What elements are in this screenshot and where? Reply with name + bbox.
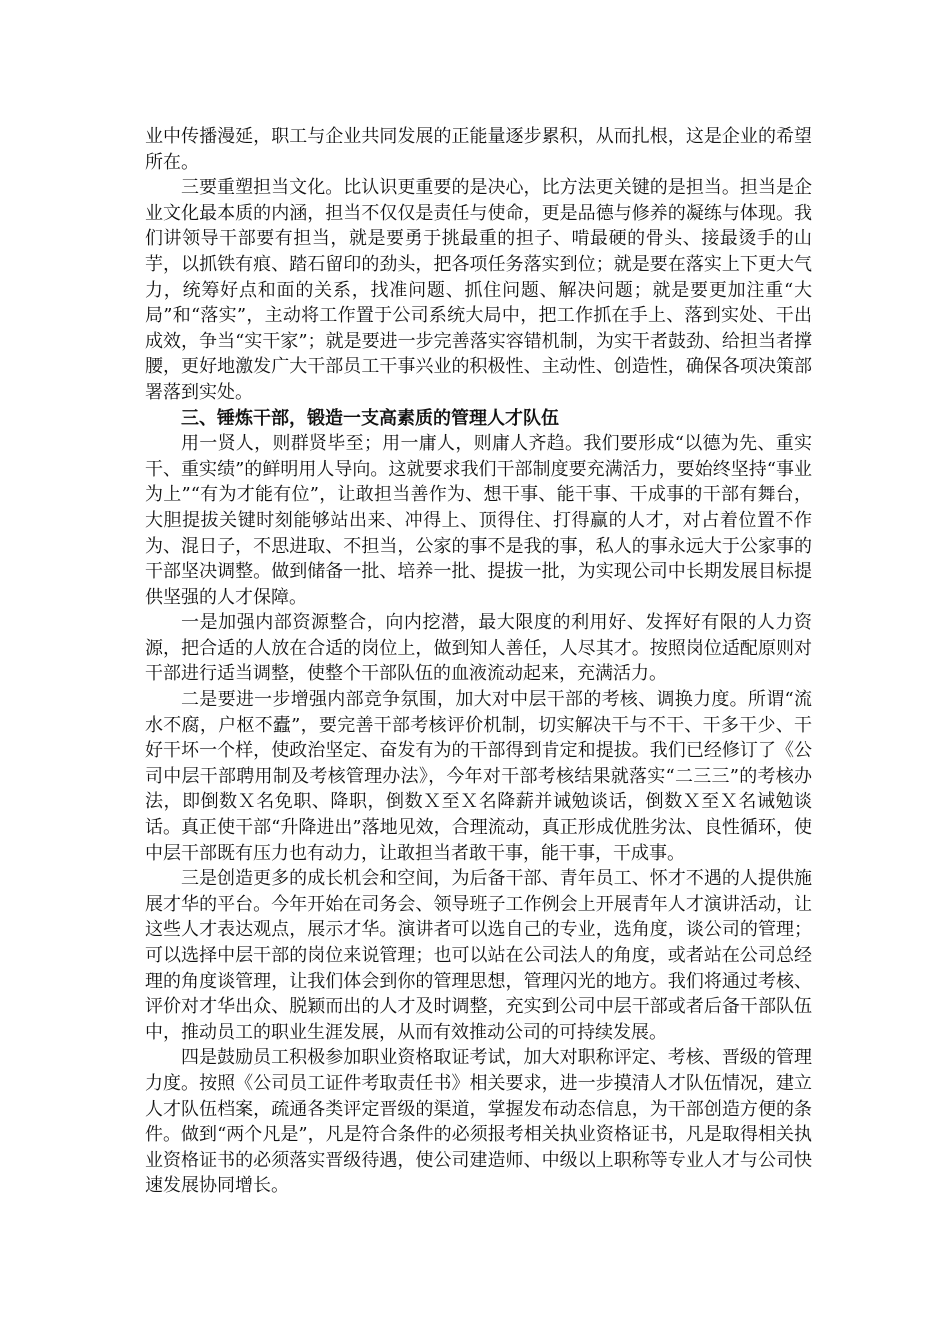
paragraph-continuation: 业中传播漫延，职工与企业共同发展的正能量逐步累积，从而扎根，这是企业的希望所在。	[145, 126, 812, 173]
paragraph-competition-assessment: 二是要进一步增强内部竞争氛围，加大对中层干部的考核、调换力度。所谓“流水不腐，户枢不蠹”，要完善干部考核评价机制，切实解决干与不干、干多干少、干好干坏一个样，使政治坚定、奋发有为的干部得到肯定和提拔。我们已经修订了《公司中层干部聘用制及考核管理办法》，今年对干部考核结果就落实“二三三”的考核办法，即倒数Ｘ名免职、降职，倒数Ｘ至Ｘ名降薪并诫勉谈话，倒数Ｘ至Ｘ名诫勉谈话。真正使干部“升降进出”落地见效，合理流动，真正形成优胜劣汰、良性循环，使中层干部既有压力也有动力，让敢担当者敢干事，能干事，干成事。	[145, 689, 812, 864]
paragraph-resource-integration: 一是加强内部资源整合，向内挖潜，最大限度的利用好、发挥好有限的人力资源，把合适的人放在合适的岗位上，做到知人善任，人尽其才。按照岗位适配原则对干部进行适当调整，使整个干部队伍的血液流动起来，充满活力。	[145, 612, 812, 685]
paragraph-talent-guidance: 用一贤人，则群贤毕至；用一庸人，则庸人齐趋。我们要形成“以德为先、重实干、重实绩”的鲜明用人导向。这就要求我们干部制度要充满活力，要始终坚持“事业为上”“有为才能有位”，让敢担当善作为、想干事、能干事、干成事的干部有舞台，大胆提拔关键时刻能够站出来、冲得上、顶得住、打得赢的人才，对占着位置不作为、混日子，不思进取、不担当，公家的事不是我的事，私人的事永远大于公家事的干部坚决调整。做到储备一批、培养一批、提拔一批，为实现公司中长期发展目标提供坚强的人才保障。	[145, 433, 812, 608]
paragraph-growth-opportunities: 三是创造更多的成长机会和空间，为后备干部、青年员工、怀才不遇的人提供施展才华的平台。今年开始在司务会、领导班子工作例会上开展青年人才演讲活动，让这些人才表达观点，展示才华。演讲者可以选自己的专业，选角度，谈公司的管理；可以选择中层干部的岗位来说管理；也可以站在公司法人的角度，或者站在公司总经理的角度谈管理，让我们体会到你的管理思想，管理闪光的地方。我们将通过考核、评价对才华出众、脱颖而出的人才及时调整，充实到公司中层干部或者后备干部队伍中，推动员工的职业生涯发展，从而有效推动公司的可持续发展。	[145, 868, 812, 1043]
paragraph-shape-responsibility-culture: 三要重塑担当文化。比认识更重要的是决心，比方法更关键的是担当。担当是企业文化最本质的内涵，担当不仅仅是责任与使命，更是品德与修养的凝练与体现。我们讲领导干部要有担当，就是要勇于挑最重的担子、啃最硬的骨头、接最烫手的山芋，以抓铁有痕、踏石留印的劲头，把各项任务落实到位；就是要在落实上下更大气力，统筹好点和面的关系，找准问题、抓住问题、解决问题；就是要更加注重“大局”和“落实”，主动将工作置于公司系统大局中，把工作抓在手上、落到实处、干出成效，争当“实干家”；就是要进一步完善落实容错机制，为实干者鼓劲、给担当者撑腰，更好地激发广大干部员工干事兴业的积极性、主动性、创造性，确保各项决策部署落到实处。	[145, 177, 812, 403]
document-body	[145, 124, 812, 1199]
paragraph-qualification-exams: 四是鼓励员工积极参加职业资格取证考试，加大对职称评定、考核、晋级的管理力度。按照《公司员工证件考取责任书》相关要求，进一步摸清人才队伍情况，建立人才队伍档案，疏通各类评定晋级的渠道，掌握发布动态信息，为干部创造方便的条件。做到“两个凡是”，凡是符合条件的必须报考相关执业资格证书，凡是取得相关执业资格证书的必须落实晋级待遇，使公司建造师、中级以上职称等专业人才与公司快速发展协同增长。	[145, 1047, 812, 1197]
section-heading-cadre-training: 三、锤炼干部，锻造一支高素质的管理人才队伍	[181, 407, 559, 429]
